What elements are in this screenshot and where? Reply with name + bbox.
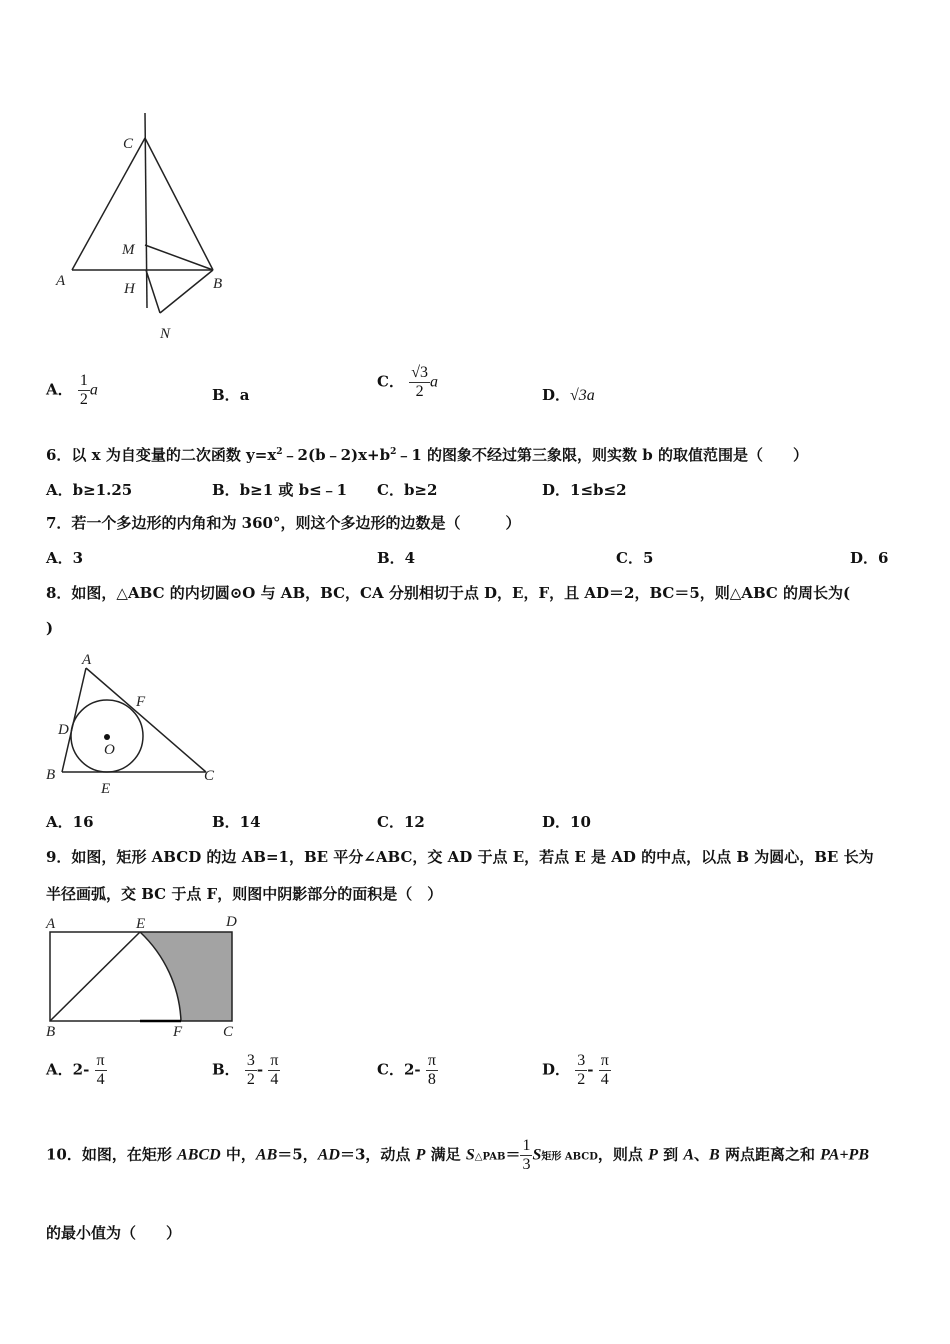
q8-option-d[interactable]: D．10 xyxy=(542,813,591,831)
q6-option-a[interactable]: A．b≥1.25 xyxy=(46,481,133,499)
figure-incircle-triangle xyxy=(42,648,227,798)
q7-stem: 7．若一个多边形的内角和为 360°，则这个多边形的边数是（ ） xyxy=(46,514,521,532)
label-c: C xyxy=(204,768,215,784)
shaded-region xyxy=(140,932,232,1021)
line-hn xyxy=(146,270,160,313)
label-d: D xyxy=(226,914,237,930)
q6-stem: 6．以 x 为自变量的二次函数 $y=x^2﹣2(b﹣2)x+b^2﹣1$ 的图象不经过第三象限，则实数 b 的取值范围是（ ） xyxy=(46,446,808,464)
q7-option-a[interactable]: A．3 xyxy=(46,549,84,567)
q5-option-c[interactable]: C． $\frac{√3}{2}$ a xyxy=(377,364,438,400)
label-b: B xyxy=(213,276,223,292)
q8-stem-line2: ) xyxy=(46,619,54,637)
label-b: B xyxy=(46,1024,56,1040)
q6-option-d[interactable]: D．1≤b≤2 xyxy=(542,481,627,499)
label-c: C xyxy=(123,136,134,152)
q8-option-c[interactable]: C．12 xyxy=(377,813,425,831)
line-be xyxy=(50,932,140,1021)
q5-option-b[interactable]: B．a xyxy=(212,386,250,404)
label-o: O xyxy=(104,742,115,758)
label-h: H xyxy=(124,281,135,297)
figure-triangle-cmhbn xyxy=(50,108,250,348)
q10-stem-line1: 10．如图，在矩形 ABCD 中，AB＝5，AD＝3，动点 P 满足 S△PAB＝ $\frac{1}{3}$ S矩形 ABCD，则点 P 到 A、B 两点距离之和 PA+PB xyxy=(46,1137,869,1173)
q8-option-a[interactable]: A．16 xyxy=(46,813,94,831)
q6-option-b[interactable]: B．b≥1 或 b≤﹣1 xyxy=(212,481,348,499)
q10-stem-line2: 的最小值为（ ） xyxy=(46,1224,182,1242)
q9-option-c[interactable]: C．2- $\frac{\pi}{8}$ xyxy=(377,1052,436,1088)
line-bn xyxy=(160,270,213,313)
label-f: F xyxy=(136,694,146,710)
label-d: D xyxy=(58,722,69,738)
q8-option-b[interactable]: B．14 xyxy=(212,813,261,831)
figure-rectangle-arc xyxy=(40,912,250,1042)
label-e: E xyxy=(136,916,146,932)
label-a: A xyxy=(56,273,66,289)
label-n: N xyxy=(160,326,171,342)
center-o-dot xyxy=(104,734,110,740)
q9-option-d[interactable]: D． $\frac{3}{2}$ - $\frac{\pi}{4}$ xyxy=(542,1052,609,1088)
q9-option-a[interactable]: A．2- $\frac{\pi}{4}$ xyxy=(46,1052,105,1088)
q5-option-d[interactable]: D．√3a xyxy=(542,386,595,404)
label-b: B xyxy=(46,767,56,783)
q6-option-c[interactable]: C．b≥2 xyxy=(377,481,438,499)
q7-option-d[interactable]: D．6 xyxy=(850,549,889,567)
label-c: C xyxy=(223,1024,234,1040)
q7-option-b[interactable]: B．4 xyxy=(377,549,416,567)
q9-stem-line2: 半径画弧，交 BC 于点 F，则图中阴影部分的面积是（ ） xyxy=(46,885,443,903)
line-cb xyxy=(145,138,213,270)
q7-option-c[interactable]: C．5 xyxy=(616,549,654,567)
label-a: A xyxy=(82,652,92,668)
label-f: F xyxy=(173,1024,183,1040)
q8-stem-line1: 8．如图，△ABC 的内切圆⊙O 与 AB，BC，CA 分别相切于点 D，E，F，且 AD＝2，BC＝5，则△ABC 的周长为( xyxy=(46,584,851,602)
label-e: E xyxy=(101,781,111,797)
label-a: A xyxy=(46,916,56,932)
label-m: M xyxy=(122,242,135,258)
q9-option-b[interactable]: B． $\frac{3}{2}$ - $\frac{\pi}{4}$ xyxy=(212,1052,279,1088)
q9-stem-line1: 9．如图，矩形 ABCD 的边 AB=1，BE 平分∠ABC，交 AD 于点 E，若点 E 是 AD 的中点，以点 B 为圆心，BE 长为 xyxy=(46,848,874,866)
q5-option-a[interactable]: A． $\frac{1}{2}$ a xyxy=(46,372,98,408)
